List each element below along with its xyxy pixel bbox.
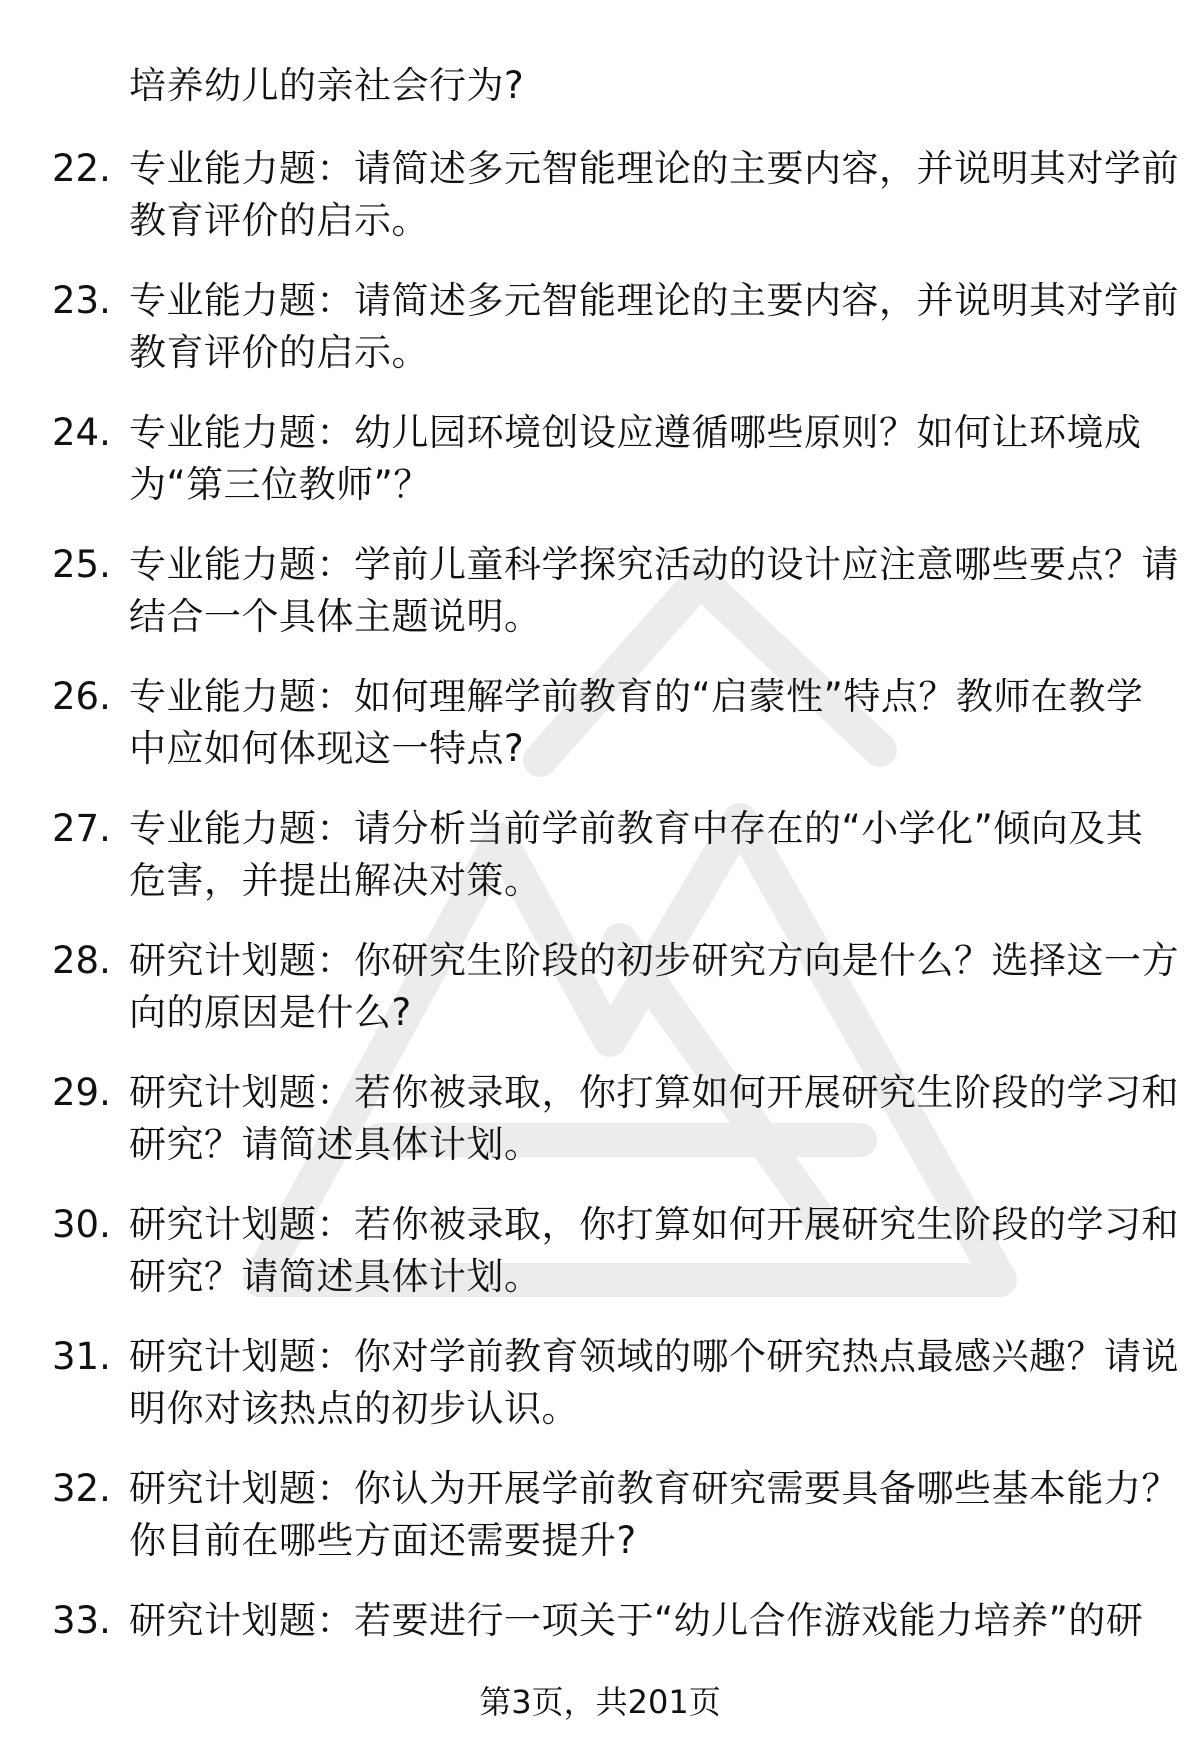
continued-question-text: 培养幼儿的亲社会行为? xyxy=(129,64,525,107)
question-number: 26. xyxy=(52,675,111,718)
question-text-line: 专业能力题：请简述多元智能理论的主要内容，并说明其对学前 xyxy=(129,147,1179,190)
question-number: 29. xyxy=(52,1071,111,1114)
question-text-line: 中应如何体现这一特点? xyxy=(129,727,525,770)
question-text-line: 研究计划题：若你被录取，你打算如何开展研究生阶段的学习和 xyxy=(129,1071,1179,1114)
question-text-line: 结合一个具体主题说明。 xyxy=(129,595,542,638)
question-text xyxy=(129,539,1179,643)
question-list xyxy=(0,143,1200,1727)
question-text xyxy=(129,275,1179,379)
question-item xyxy=(0,1067,1200,1199)
question-text-line: 研究计划题：你认为开展学前教育研究需要具备哪些基本能力？ xyxy=(129,1467,1179,1510)
question-item xyxy=(0,935,1200,1067)
question-item xyxy=(0,143,1200,275)
question-number: 31. xyxy=(52,1335,111,1378)
question-number: 22. xyxy=(52,147,111,190)
question-number: 23. xyxy=(52,279,111,322)
question-text-line: 危害，并提出解决对策。 xyxy=(129,859,542,902)
question-text xyxy=(129,1463,1179,1567)
question-text-line: 专业能力题：学前儿童科学探究活动的设计应注意哪些要点？请 xyxy=(129,543,1179,586)
question-text xyxy=(129,143,1179,247)
question-text xyxy=(129,803,1144,907)
question-text-line: 为“第三位教师”？ xyxy=(129,463,431,506)
question-text-line: 专业能力题：幼儿园环境创设应遵循哪些原则？如何让环境成 xyxy=(129,411,1142,454)
page-footer: 第3页，共201页 xyxy=(479,1683,721,1721)
question-text-line: 向的原因是什么? xyxy=(129,991,412,1034)
question-text-line: 研究？请简述具体计划。 xyxy=(129,1255,542,1298)
question-item xyxy=(0,1463,1200,1595)
question-text-line: 专业能力题：请简述多元智能理论的主要内容，并说明其对学前 xyxy=(129,279,1179,322)
question-text-line: 教育评价的启示。 xyxy=(129,331,429,374)
question-item xyxy=(0,539,1200,671)
question-text-line: 你目前在哪些方面还需要提升? xyxy=(129,1519,637,1562)
question-item xyxy=(0,407,1200,539)
question-number: 32. xyxy=(52,1467,111,1510)
question-text-line: 研究计划题：你对学前教育领域的哪个研究热点最感兴趣？请说 xyxy=(129,1335,1179,1378)
question-text xyxy=(129,671,1144,775)
question-number: 33. xyxy=(52,1599,111,1642)
question-text xyxy=(129,1595,1144,1647)
question-text xyxy=(129,935,1179,1039)
question-item xyxy=(0,1199,1200,1331)
question-text-line: 明你对该热点的初步认识。 xyxy=(129,1387,579,1430)
question-text-line: 研究计划题：若要进行一项关于“幼儿合作游戏能力培养”的研 xyxy=(129,1599,1144,1642)
question-text-line: 研究计划题：你研究生阶段的初步研究方向是什么？选择这一方 xyxy=(129,939,1179,982)
question-text xyxy=(129,407,1142,511)
question-text-line: 研究？请简述具体计划。 xyxy=(129,1123,542,1166)
question-text xyxy=(129,1199,1179,1303)
question-item xyxy=(0,671,1200,803)
question-text-line: 专业能力题：如何理解学前教育的“启蒙性”特点？教师在教学 xyxy=(129,675,1144,718)
question-number: 24. xyxy=(52,411,111,454)
question-text-line: 专业能力题：请分析当前学前教育中存在的“小学化”倾向及其 xyxy=(129,807,1144,850)
question-number: 27. xyxy=(52,807,111,850)
question-item xyxy=(0,275,1200,407)
question-item xyxy=(0,803,1200,935)
question-text-line: 研究计划题：若你被录取，你打算如何开展研究生阶段的学习和 xyxy=(129,1203,1179,1246)
question-text xyxy=(129,1067,1179,1171)
question-item xyxy=(0,1331,1200,1463)
question-number: 25. xyxy=(52,543,111,586)
question-text xyxy=(129,1331,1179,1435)
question-number: 30. xyxy=(52,1203,111,1246)
question-number: 28. xyxy=(52,939,111,982)
question-text-line: 教育评价的启示。 xyxy=(129,199,429,242)
